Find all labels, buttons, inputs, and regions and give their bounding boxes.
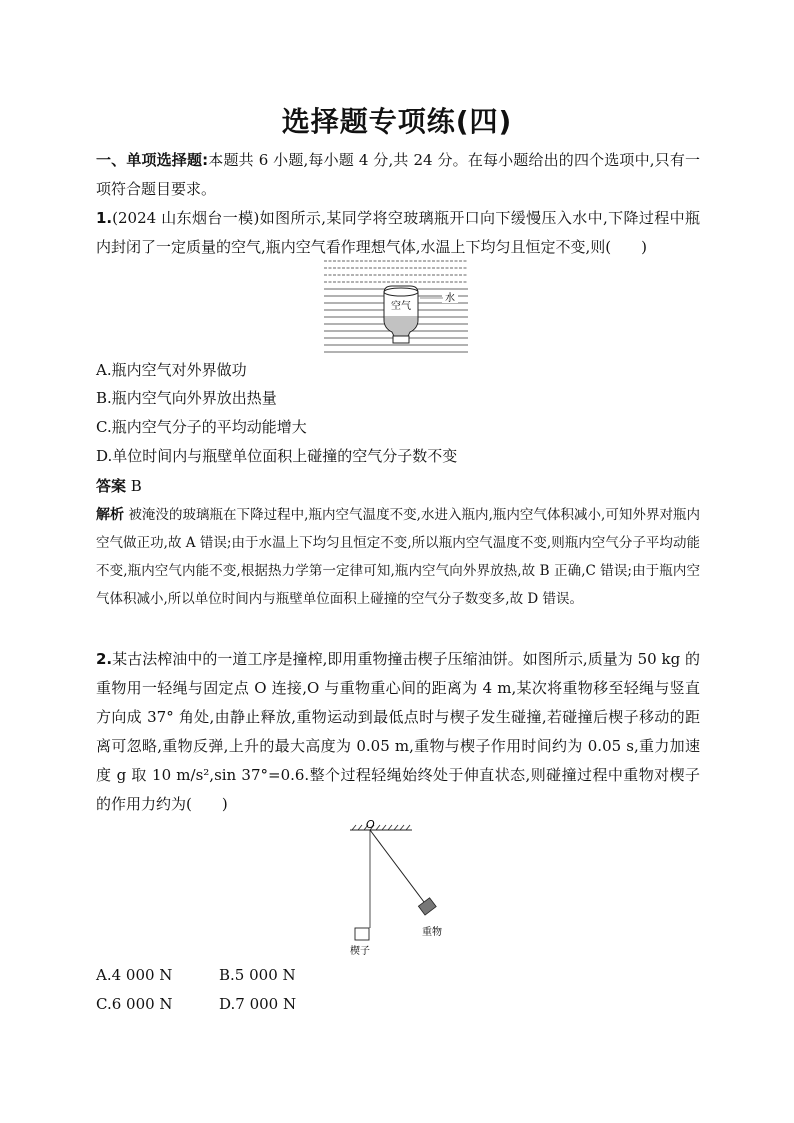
weight-block [418, 898, 436, 915]
q2-option-c: C.6 000 N [96, 995, 173, 1013]
label-weight: 重物 [422, 927, 442, 938]
label-water: 水 [445, 293, 455, 304]
q1-option-c: C.瓶内空气分子的平均动能增大 [96, 418, 307, 436]
q1-number: 1. [96, 209, 113, 227]
q1-explanation [96, 501, 700, 613]
wedge-block [355, 928, 369, 940]
section-header-bold: 一、单项选择题: [96, 151, 209, 169]
q1-option-a: A.瓶内空气对外界做功 [96, 361, 247, 379]
q1-answer [96, 472, 142, 500]
explanation-label: 解析 [96, 507, 125, 523]
q1-stem-text: (2024 山东烟台一模)如图所示,某同学将空玻璃瓶开口向下缓慢压入水中,下降过程中瓶内封闭了一定质量的空气,瓶内空气看作理想气体,水温上下均匀且恒定不变,则( ) [96, 209, 700, 256]
section-header-text: 本题共 6 小题,每小题 4 分,共 24 分。在每小题给出的四个选项中,只有一项符合题目要求。 [96, 151, 700, 198]
bottle-rim [384, 288, 418, 296]
q2-option-d: D.7 000 N [219, 995, 297, 1013]
q1-bottle-figure [322, 258, 472, 354]
answer-value: B [130, 477, 142, 495]
explanation-text: 被淹没的玻璃瓶在下降过程中,瓶内空气温度不变,水进入瓶内,瓶内空气体积减小,可知外界对瓶内空气做正功,故 A 错误;由于水温上下均匀且恒定不变,所以瓶内空气温度不变,则瓶内空气分子平均动能不变,瓶内空气内能不变,根据热力学第一定律可知,瓶内空气向外界放热,故 B 正确,C 错误;由于瓶内空气体积减小,所以单位时间内与瓶壁单位面积上碰撞的空气分子数变多,故 D 错误。 [96, 507, 701, 607]
bottle-neck [393, 336, 409, 343]
q1-stem [96, 204, 700, 262]
q2-pendulum-figure [330, 818, 460, 958]
rope [370, 830, 427, 906]
q2-number: 2. [96, 650, 113, 668]
label-point-o: O [366, 818, 375, 831]
page-title: 选择题专项练(四) [281, 105, 513, 138]
water-inside-bottle [385, 316, 418, 336]
ceiling-hatch [352, 825, 410, 830]
q1-option-d: D.单位时间内与瓶壁单位面积上碰撞的空气分子数不变 [96, 447, 458, 465]
label-wedge: 楔子 [350, 946, 370, 957]
q1-option-b: B.瓶内空气向外界放出热量 [96, 389, 277, 407]
q2-option-b: B.5 000 N [219, 966, 296, 984]
q2-stem [96, 645, 700, 819]
answer-label: 答案 [96, 477, 127, 495]
section-header [96, 146, 700, 204]
q2-stem-text: 某古法榨油中的一道工序是撞榨,即用重物撞击楔子压缩油饼。如图所示,质量为 50 kg 的重物用一轻绳与固定点 O 连接,O 与重物重心间的距离为 4 m,某次将重物移至轻绳与竖直方向成 37° 角处,由静止释放,重物运动到最低点时与楔子发生碰撞,若碰撞后楔子移动的距离可忽略,重物反弹,上升的最大高度为 0.05 m,重物与楔子作用时间约为 0.05 s,重力加速度 g 取 10 m/s²,sin 37°=0.6.整个过程轻绳始终处于伸直状态,则碰撞过程中重物对楔子的作用力约为( ) [96, 650, 700, 813]
q2-option-a: A.4 000 N [96, 966, 173, 984]
label-air: 空气 [391, 301, 411, 312]
